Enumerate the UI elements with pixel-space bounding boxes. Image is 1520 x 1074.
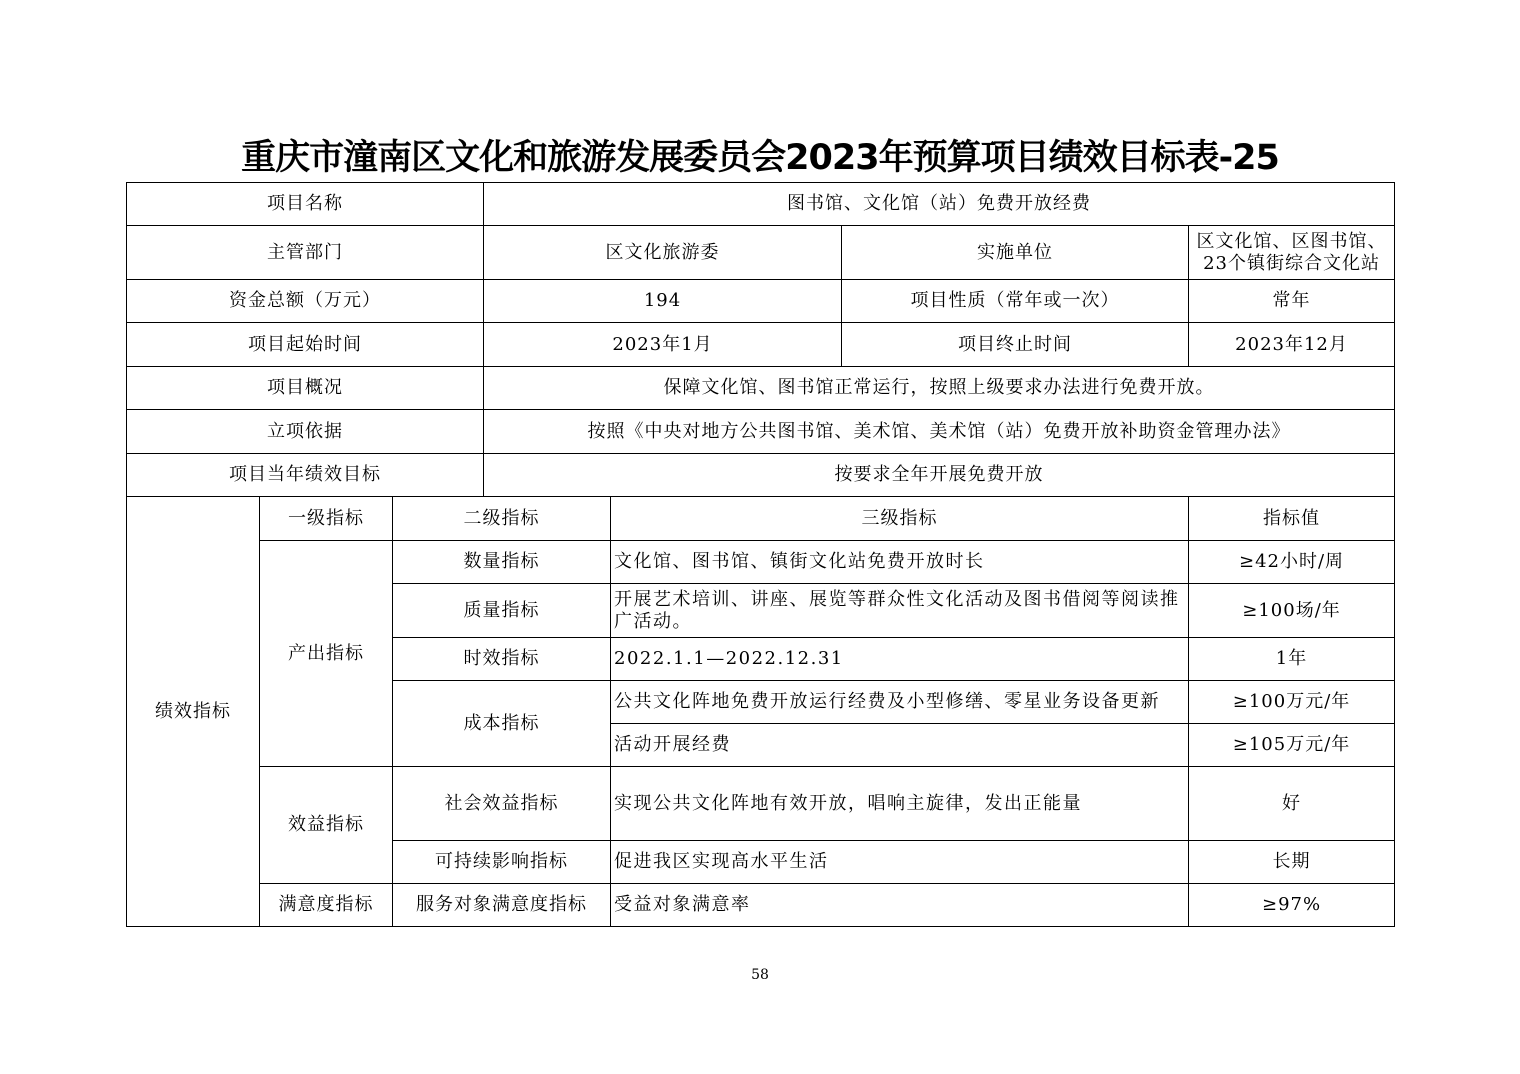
goal-value: 按要求全年开展免费开放	[484, 454, 1395, 497]
indicators-group-label: 绩效指标	[127, 497, 260, 927]
social-indicator-label: 社会效益指标	[393, 767, 611, 841]
cost-indicator-desc: 活动开展经费	[611, 724, 1189, 767]
header-level3: 三级指标	[611, 497, 1189, 541]
implementing-unit-value: 区文化馆、区图书馆、23个镇街综合文化站	[1189, 226, 1395, 280]
row-funds	[127, 280, 1395, 323]
project-name-label: 项目名称	[127, 183, 484, 226]
end-time-label: 项目终止时间	[842, 323, 1189, 367]
sustainable-indicator-label: 可持续影响指标	[393, 841, 611, 884]
quality-indicator-desc: 开展艺术培训、讲座、展览等群众性文化活动及图书借阅等阅读推广活动。	[611, 584, 1189, 638]
timeliness-indicator-desc: 2022.1.1—2022.12.31	[611, 638, 1189, 681]
department-value: 区文化旅游委	[484, 226, 842, 280]
service-satisfaction-label: 服务对象满意度指标	[393, 884, 611, 927]
row-project-name	[127, 183, 1395, 226]
quality-indicator-value: ≥100场/年	[1189, 584, 1395, 638]
funds-value: 194	[484, 280, 842, 323]
cost-indicator-value: ≥100万元/年	[1189, 681, 1395, 724]
header-value: 指标值	[1189, 497, 1395, 541]
output-indicator-label: 产出指标	[260, 541, 393, 767]
satisfaction-indicator-desc: 受益对象满意率	[611, 884, 1189, 927]
satisfaction-indicator-label: 满意度指标	[260, 884, 393, 927]
nature-value: 常年	[1189, 280, 1395, 323]
social-indicator-desc: 实现公共文化阵地有效开放，唱响主旋律，发出正能量	[611, 767, 1189, 841]
basis-label: 立项依据	[127, 410, 484, 454]
basis-value: 按照《中央对地方公共图书馆、美术馆、美术馆（站）免费开放补助资金管理办法》	[484, 410, 1395, 454]
indicator-header-row	[127, 497, 1395, 541]
sustainable-indicator-value: 长期	[1189, 841, 1395, 884]
row-goal	[127, 454, 1395, 497]
row-department	[127, 226, 1395, 280]
social-indicator-value: 好	[1189, 767, 1395, 841]
nature-label: 项目性质（常年或一次）	[842, 280, 1189, 323]
row-period	[127, 323, 1395, 367]
performance-target-table	[126, 182, 1395, 927]
quantity-indicator-label: 数量指标	[393, 541, 611, 584]
end-time-value: 2023年12月	[1189, 323, 1395, 367]
quality-indicator-label: 质量指标	[393, 584, 611, 638]
overview-label: 项目概况	[127, 367, 484, 410]
page-number: 58	[751, 967, 769, 983]
timeliness-indicator-label: 时效指标	[393, 638, 611, 681]
satisfaction-indicator-value: ≥97%	[1189, 884, 1395, 927]
cost-indicator-value: ≥105万元/年	[1189, 724, 1395, 767]
goal-label: 项目当年绩效目标	[127, 454, 484, 497]
benefit-indicator-label: 效益指标	[260, 767, 393, 884]
cost-indicator-desc: 公共文化阵地免费开放运行经费及小型修缮、零星业务设备更新	[611, 681, 1189, 724]
overview-value: 保障文化馆、图书馆正常运行，按照上级要求办法进行免费开放。	[484, 367, 1395, 410]
quantity-indicator-desc: 文化馆、图书馆、镇街文化站免费开放时长	[611, 541, 1189, 584]
header-level1: 一级指标	[260, 497, 393, 541]
quantity-indicator-value: ≥42小时/周	[1189, 541, 1395, 584]
start-time-value: 2023年1月	[484, 323, 842, 367]
row-basis	[127, 410, 1395, 454]
header-level2: 二级指标	[393, 497, 611, 541]
indicator-row-satisfaction	[127, 884, 1395, 927]
project-name-value: 图书馆、文化馆（站）免费开放经费	[484, 183, 1395, 226]
page-title: 重庆市潼南区文化和旅游发展委员会2023年预算项目绩效目标表-25	[241, 138, 1279, 178]
department-label: 主管部门	[127, 226, 484, 280]
indicator-row-social	[127, 767, 1395, 841]
implementing-unit-label: 实施单位	[842, 226, 1189, 280]
row-overview	[127, 367, 1395, 410]
start-time-label: 项目起始时间	[127, 323, 484, 367]
sustainable-indicator-desc: 促进我区实现高水平生活	[611, 841, 1189, 884]
timeliness-indicator-value: 1年	[1189, 638, 1395, 681]
cost-indicator-label: 成本指标	[393, 681, 611, 767]
indicator-row-quantity	[127, 541, 1395, 584]
funds-label: 资金总额（万元）	[127, 280, 484, 323]
